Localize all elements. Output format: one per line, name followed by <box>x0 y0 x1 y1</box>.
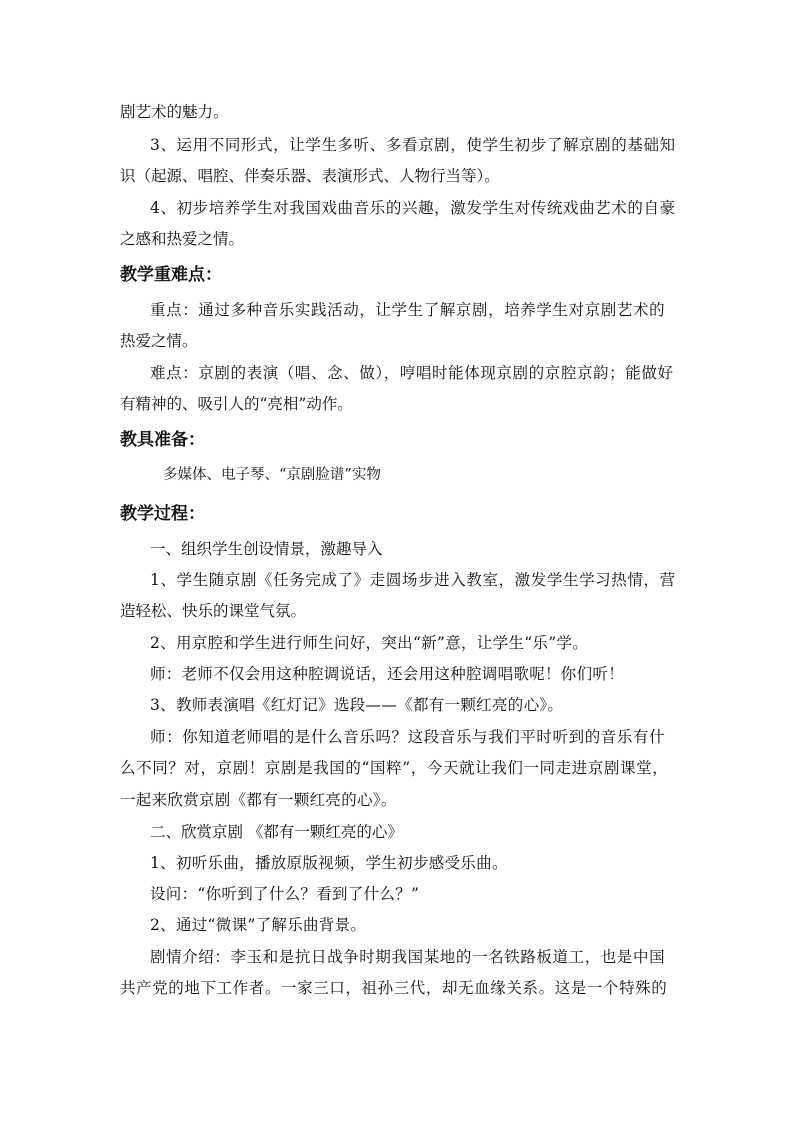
focus-text-line-2: 热爱之情。 <box>120 332 198 350</box>
objective-tail-text: 剧艺术的魅力。 <box>120 103 229 121</box>
teacher-question-line-1: 师：你知道老师唱的是什么音乐吗？这段音乐与我们平时听到的音乐有什 <box>150 728 666 746</box>
materials-list-text: 多媒体、电子琴、“京剧脸谱”实物 <box>163 467 381 483</box>
section-1-step-1-line-2: 造轻松、快乐的课堂气氛。 <box>120 602 307 620</box>
section-1-step-1-line-1: 1、学生随京剧《任务完成了》走圆场步进入教室，激发学生学习热情，营 <box>150 571 676 589</box>
section-1-step-3: 3、教师表演唱《红灯记》选段——《都有一颗红亮的心》。 <box>150 696 564 714</box>
objective-item-3-line-1: 3、运用不同形式，让学生多听、多看京剧，使学生初步了解京剧的基础知 <box>150 136 676 154</box>
focus-text-line-1: 重点：通过多种音乐实践活动，让学生了解京剧，培养学生对京剧艺术的 <box>150 301 666 319</box>
materials-heading: 教具准备： <box>120 430 205 450</box>
section-2-title: 二、欣赏京剧 《都有一颗红亮的心》 <box>150 823 403 841</box>
section-2-step-1: 1、初听乐曲，播放原版视频，学生初步感受乐曲。 <box>150 854 508 872</box>
objective-item-4-line-2: 之感和热爱之情。 <box>120 230 245 248</box>
plot-intro-line-1: 剧情介绍：李玉和是抗日战争时期我国某地的一名铁路板道工，也是中国 <box>150 948 666 966</box>
section-2-step-2: 2、通过“微课”了解乐曲背景。 <box>150 916 367 934</box>
key-points-heading: 教学重难点： <box>120 265 222 285</box>
difficulty-text-line-1: 难点：京剧的表演（唱、念、做），哼唱时能体现京剧的京腔京韵；能做好 <box>150 364 674 382</box>
teacher-line-1: 师：老师不仅会用这种腔调说话，还会用这种腔调唱歌呢！你们听！ <box>150 665 625 683</box>
objective-item-4-line-1: 4、初步培养学生对我国戏曲音乐的兴趣，激发学生对传统戏曲艺术的自豪 <box>150 199 676 217</box>
section-2-question: 设问：“你听到了什么？看到了什么？” <box>150 885 420 903</box>
difficulty-text-line-2: 有精神的、吸引人的“亮相”动作。 <box>120 395 353 413</box>
objective-item-3-line-2: 识（起源、唱腔、伴奏乐器、表演形式、人物行当等）。 <box>120 167 500 185</box>
section-1-step-2: 2、用京腔和学生进行师生问好，突出“新”意，让学生“乐”学。 <box>150 634 589 652</box>
section-1-title: 一、组织学生创设情景，激趣导入 <box>150 540 383 558</box>
process-heading: 教学过程： <box>120 504 205 524</box>
plot-intro-line-2: 共产党的地下工作者。一家三口，祖孙三代，却无血缘关系。这是一个特殊的 <box>120 979 668 997</box>
teacher-question-line-2: 么不同？对，京剧！京剧是我国的“国粹”，今天就让我们一同走进京剧课堂， <box>120 759 669 777</box>
teacher-question-line-3: 一起来欣赏京剧《都有一颗红亮的心》。 <box>120 791 397 809</box>
